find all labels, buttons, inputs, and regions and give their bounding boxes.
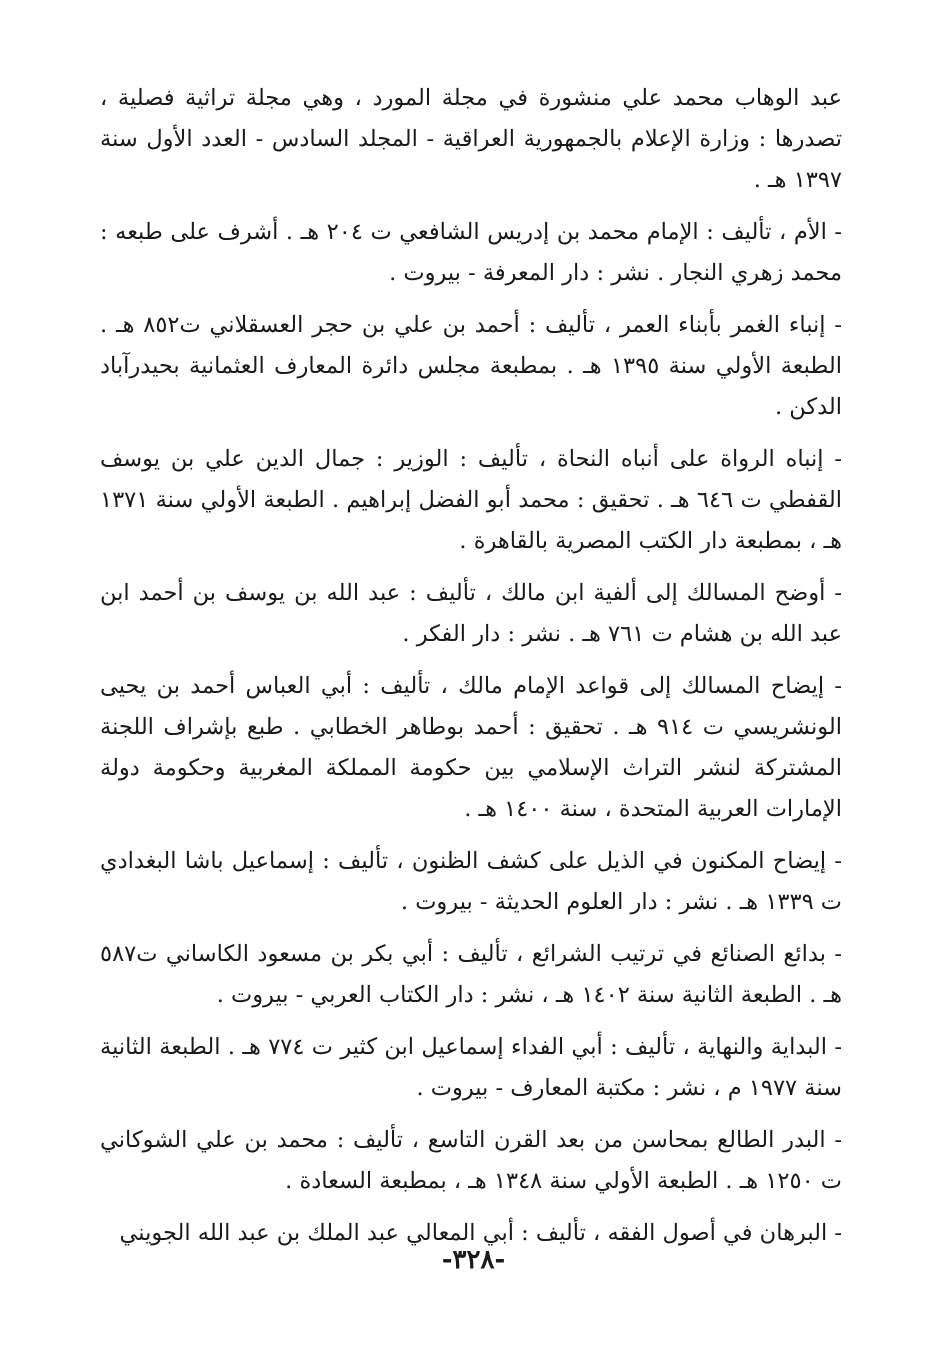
bibliography-entry: - أوضح المسالك إلى ألفية ابن مالك ، تأليف : عبد الله بن يوسف بن أحمد ابن عبد الله بن هشام ت ٧٦١ هـ . نشر : دار الفكر . — [100, 580, 842, 647]
bibliography-entry: - إيضاح المسالك إلى قواعد الإمام مالك ، تأليف : أبي العباس أحمد بن يحيى الونشريسي ت ٩١٤ هـ . تحقيق : أحمد بوطاهر الخطابي . طبع بإشراف اللجنة المشتركة لنشر التراث الإسلامي بين حكومة المملكة المغربية وحكومة دولة الإمارات العربية المتحدة ، سنة ١٤٠٠ هـ . — [100, 673, 842, 822]
bibliography-entry: - الأم ، تأليف : الإمام محمد بن إدريس الشافعي ت ٢٠٤ هـ . أشرف على طبعه : محمد زهري النجار . نشر : دار المعرفة - بيروت . — [100, 219, 842, 286]
bibliography-entry: - إنباه الرواة على أنباه النحاة ، تأليف : الوزير : جمال الدين علي بن يوسف القفطي ت ٦٤٦ هـ . تحقيق : محمد أبو الفضل إبراهيم . الطبعة الأولي سنة ١٣٧١ هـ ، بمطبعة دار الكتب المصرية بالقاهرة . — [100, 446, 842, 554]
bibliography-entry: - البداية والنهاية ، تأليف : أبي الفداء إسماعيل ابن كثير ت ٧٧٤ هـ . الطبعة الثانية سنة ١٩٧٧ م ، نشر : مكتبة المعارف - بيروت . — [100, 1034, 842, 1101]
bibliography-list — [100, 78, 842, 1265]
bibliography-entry: عبد الوهاب محمد علي منشورة في مجلة المورد ، وهي مجلة تراثية فصلية ، تصدرها : وزارة الإعلام بالجمهورية العراقية - المجلد السادس - العدد الأول سنة ١٣٩٧ هـ . — [100, 85, 842, 193]
bibliography-entry: - إيضاح المكنون في الذيل على كشف الظنون ، تأليف : إسماعيل باشا البغدادي ت ١٣٣٩ هـ . نشر : دار العلوم الحديثة - بيروت . — [100, 848, 842, 915]
bibliography-entry: - البدر الطالع بمحاسن من بعد القرن التاسع ، تأليف : محمد بن علي الشوكاني ت ١٢٥٠ هـ . الطبعة الأولي سنة ١٣٤٨ هـ ، بمطبعة السعادة . — [100, 1127, 842, 1194]
bibliography-entry: - البرهان في أصول الفقه ، تأليف : أبي المعالي عبد الملك بن عبد الله الجويني — [119, 1220, 842, 1246]
bibliography-entry: - إنباء الغمر بأبناء العمر ، تأليف : أحمد بن علي بن حجر العسقلاني ت٨٥٢ هـ . الطبعة الأولي سنة ١٣٩٥ هـ . بمطبعة مجلس دائرة المعارف العثمانية بحيدرآباد الدكن . — [100, 312, 842, 420]
page-number: -٣٢٨- — [441, 1245, 506, 1275]
bibliography-entry: - بدائع الصنائع في ترتيب الشرائع ، تأليف : أبي بكر بن مسعود الكاساني ت٥٨٧ هـ . الطبعة الثانية سنة ١٤٠٢ هـ ، نشر : دار الكتاب العربي - بيروت . — [100, 941, 842, 1008]
